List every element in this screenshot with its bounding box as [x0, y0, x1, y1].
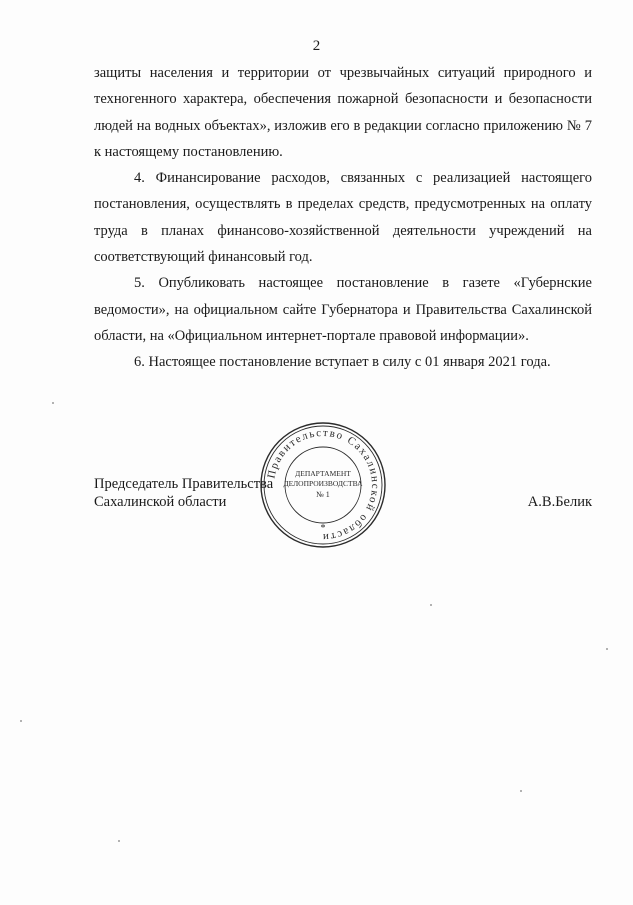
seal-center-line-2: ДЕЛОПРОИЗВОДСТВА	[283, 479, 363, 488]
scan-speck	[430, 604, 432, 606]
signatory-title-line-2: Сахалинской области	[94, 494, 227, 510]
seal-center-line-3: № 1	[316, 490, 330, 499]
paragraph-item-5: 5. Опубликовать настоящее постановление в газете «Губернские ведомости», на официальном сайте Губернатора и Правительства Сахалинской области, на «Официальном интернет-портале правовой информации».	[94, 275, 592, 344]
seal-star: *	[320, 523, 326, 534]
paragraph-item-6: 6. Настоящее постановление вступает в силу с 01 января 2021 года.	[134, 354, 551, 371]
scan-speck	[118, 840, 120, 842]
scan-speck	[20, 720, 22, 722]
paragraph-continuation: защиты населения и территории от чрезвычайных ситуаций природного и техногенного характера, обеспечения пожарной безопасности и безопасности людей на водных объектах», изложив его в редакции согласно приложению № 7 к настоящему постановлению.	[94, 65, 592, 160]
signatory-name: А.В.Белик	[527, 494, 592, 510]
scan-speck	[52, 402, 54, 404]
seal-center-line-1: ДЕПАРТАМЕНТ	[295, 469, 351, 478]
paragraph-item-4: 4. Финансирование расходов, связанных с реализацией настоящего постановления, осуществлять в пределах средств, предусмотренных на оплату труда в планах финансово-хозяйственной деятельности учреждений на соответствующий финансовый год.	[94, 170, 592, 266]
page-number: 2	[312, 38, 321, 54]
seal-ring-text: Правительство Сахалинской области	[265, 426, 382, 544]
document-body	[94, 60, 592, 376]
scan-speck	[520, 790, 522, 792]
signatory-title-line-1: Председатель Правительства	[94, 476, 274, 492]
seal-graphic	[258, 420, 388, 550]
scan-speck	[606, 648, 608, 650]
official-seal	[258, 420, 388, 550]
